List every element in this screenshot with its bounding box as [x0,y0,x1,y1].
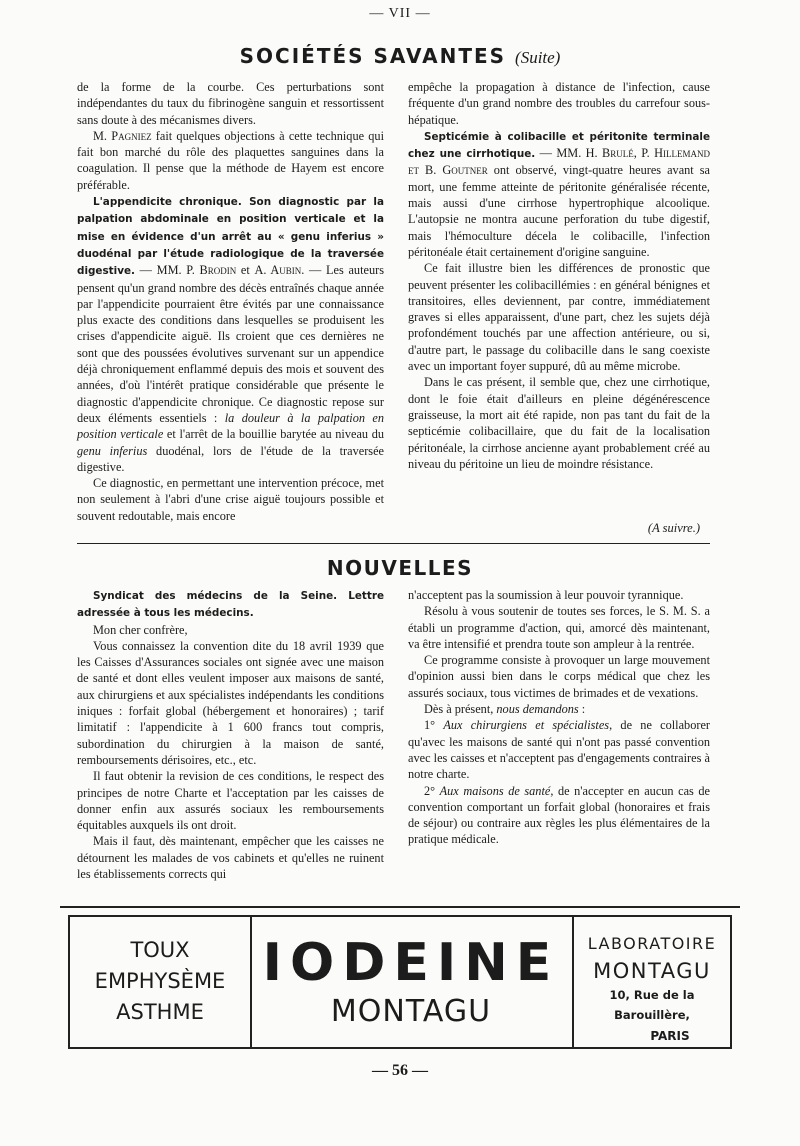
to-be-continued: (A suivre.) [647,521,700,535]
paragraph: Dans le cas présent, il semble que, chez une cirrhotique, dont le foie était d'ailleurs en pleine dégénérescence graisseuse, la mort ait été rapide, non pas tant du fait de la septicémie colibacillaire, que du fait de la localisation péritonéale, la cirrhose ancienne ayant probablement créé au niveau du péritoine un lieu de moindre résistance. [408,375,710,471]
italic-text: Aux maisons de santé [439,783,551,798]
communication-title: L'appendicite chronique. Son diagnostic par la palpation abdominale en position verticale et la mise en évidence d'un arrêt au « genu inferius » duodénal par l'étude radiologique de la traversée digestive. [77,196,384,278]
paragraph [77,128,384,193]
ad-indication: TOUX [130,938,190,962]
communication-title: Septicémie à colibacille et péritonite terminale chez une cirrhotique. [408,130,710,161]
paragraph: n'acceptent pas la soumission à leur pouvoir tyrannique. [408,588,684,602]
paragraph-text: fait quelques objections à cette technique qui fait bon marché du rôle des plaquettes sanguines dans la coagulation. Il pense que la méthode de Hayem est encore préférable. [77,128,384,192]
news-heading-text: Syndicat des médecins de la Seine. Lettre adressée à tous les médecins. [77,590,384,620]
ad-lab-label: LABORATOIRE [587,934,717,953]
ad-address: 10, Rue de la Barouillère, [609,988,695,1022]
list-number: 1° [424,718,444,733]
ad-indication: ASTHME [116,1000,204,1024]
ad-brand: IODEINE [262,933,560,993]
page-number-bottom: — 56 — [372,1062,428,1079]
paragraph [408,783,710,848]
paragraph: Il faut obtenir la revision de ces conditions, le respect des principes de notre Charte et l'acceptation par les caisses de donner enfin aux assurés sociaux les remboursements équitables auxquels ils ont droit. [77,769,384,833]
paragraph [408,717,710,782]
news-heading [77,587,384,622]
paragraph-text: et l'arrêt de la bouillie barytée au niveau du [163,427,384,442]
news-title: NOUVELLES [326,556,474,580]
ad-brand-sub: MONTAGU [330,994,492,1029]
page-number-top: — VII — [369,6,431,21]
author-name: A. Aubin [254,263,302,278]
paragraph: de la forme de la courbe. Ces perturbations sont indépendantes du taux du fibrinogène sanguin et ressortissent sans doute à des mécanismes divers. [77,80,384,127]
section-title: SOCIÉTÉS SAVANTES [239,44,507,68]
paragraph [408,128,710,260]
section-heading [0,44,800,70]
paragraph: Vous connaissez la convention dite du 18 avril 1939 que les Caisses d'Assurances sociales ont signée avec une maison de santé et dont elles veulent imposer aux maisons de santé, aux chirurgiens et aux spécialistes indépendants les conditions iniques : forfait global (hébergement et honoraires) ; tarif limitatif : l'appendicite à 1 600 francs tout compris, subordination du chirurgien à la maison de santé, remboursements dérisoires, etc., etc. [77,638,384,767]
paragraph [408,701,710,717]
author-names: H. Brulé, P. Hillemand et B. Goutner [408,146,711,178]
ad-indication: EMPHYSÈME [94,969,226,993]
salutation: Mon cher confrère, [93,622,188,637]
author-name: M. Pagniez [93,128,152,143]
paragraph: empêche la propagation à distance de l'infection, cause fréquente d'un grand nombre des troubles du carrefour sous-hépatique. [408,80,710,127]
paragraph: Ce diagnostic, en permettant une intervention précoce, met non seulement à l'abri d'une crise aiguë toujours possible et souvent redoutable, mais encore [77,476,384,523]
paragraph-text: , de n'accepter en aucun cas de convention comportant un forfait global (honoraires et frais de séjour) ou contraire aux règles les plus élémentaires de la pratique médicale. [408,783,711,847]
paragraph-text: ont observé, vingt-quatre heures avant sa mort, une femme atteinte de péritonite généralisée récente, mais aussi d'une cirrhose hypertrophique alcoolique. L'autopsie ne montra aucune perforation du tube digestif, mais l'hémoculture décela le colibacille, l'infection péritonéale était certainement d'origine sanguine. [408,163,710,259]
conjunction: et [236,263,255,278]
paragraph: Ce fait illustre bien les différences de pronostic que peuvent présenter les colibacillémies : en général bénignes et transitoires, elles deviennent, par contre, immédiatement graves si elles apparaissent, d'une part, chez les sujets déjà profondément touchés par une affection antérieure, ou si, d'autre part, le passage du colibacille dans le sang coexiste avec un important foyer suppuré, dû au même microbe. [408,261,710,374]
italic-text: genu inferius [77,443,148,458]
ad-brand-block [250,933,572,1031]
dash: — MM. [134,263,187,278]
italic-text: Aux chirurgiens et spécialistes [443,718,610,733]
advertisement [68,915,732,1049]
dash: — MM. [535,146,586,161]
column-3 [77,587,384,882]
paragraph [77,193,384,475]
paragraph-text: . — Les auteurs pensent qu'un grand nombre des décès entraînés chaque année par l'appendicite pourraient être évités par une connaissance plus exacte des conditions dans lesquelles se produisent les crises d'appendicite aiguë. Ils croient que ces dernières ne sont que des poussées évolutives survenant sur un appendice déjà chroniquement enflammé depuis des mois et souvent des années, d'où l'intérêt pratique considérable que présente le diagnostic d'appendicite chronique. Ce diagnostic repose sur deux éléments essentiels : [77,263,384,425]
paragraph-text: : [578,702,586,717]
author-name: P. Brodin [186,263,237,278]
paragraph: Mais il faut, dès maintenant, empêcher que les caisses ne détournent les malades de vos cabinets et qu'elles ne ruinent les établissements corrects qui [77,834,384,882]
italic-text: la douleur à la palpation en position verticale [77,410,385,442]
ad-city: PARIS [650,1029,690,1043]
column-1 [77,79,384,524]
paragraph: Ce programme consiste à provoquer un large mouvement d'opinion aussi bien dans le corps médical que chez les assurés sociaux, tous victimes de brimades et de vexations. [408,653,710,700]
divider [77,543,710,544]
paragraph: Résolu à vous soutenir de toutes ses forces, le S. M. S. a établi un programme d'action, qui, amorcé dès maintenant, va être intensifié et prendra toute son ampleur à la rentrée. [408,604,710,651]
paragraph-text: , de ne collaborer qu'avec les maisons de santé qui n'ont pas passé convention avec les caisses et n'acceptent pas d'engagements contraires à notre charte. [408,718,711,782]
ad-lab-name: MONTAGU [593,959,711,983]
paragraph-text: Dès à présent, [424,702,497,717]
divider [60,906,740,908]
italic-text: nous demandons [496,702,579,717]
ad-lab-block [572,931,732,1047]
paragraph-text: duodénal, lors de l'étude de la traversée digestive. [77,443,384,474]
column-2 [408,79,710,472]
column-4 [408,587,710,848]
list-number: 2° [424,783,440,798]
ad-indications [70,935,250,1028]
section-suffix: (Suite) [515,48,561,67]
